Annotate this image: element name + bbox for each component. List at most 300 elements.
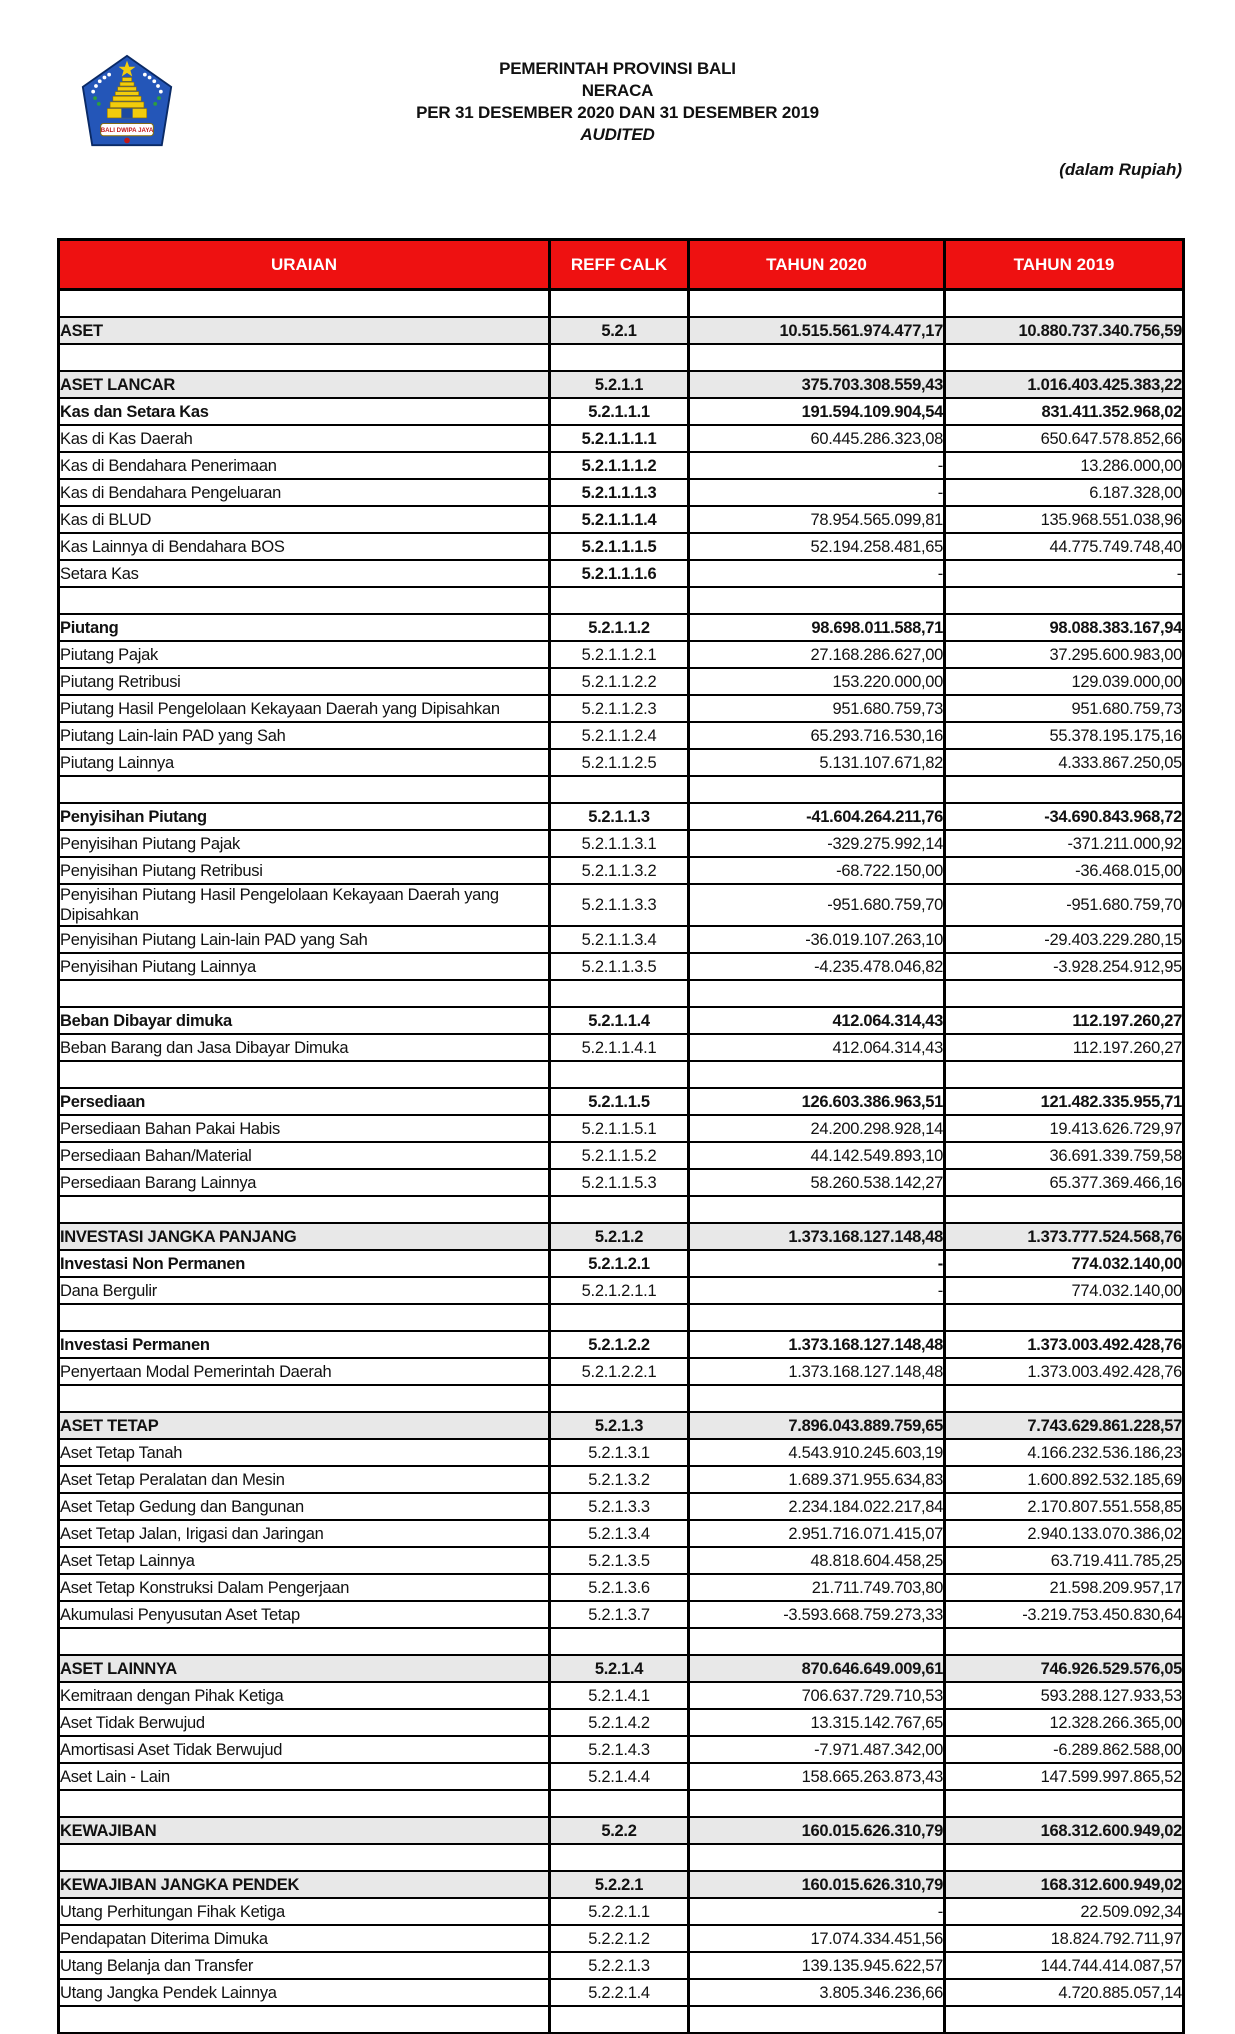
uraian-cell: KEWAJIBAN JANGKA PENDEK — [59, 1871, 550, 1898]
uraian-cell: Aset Tidak Berwujud — [59, 1709, 550, 1736]
table-row — [59, 452, 1184, 479]
uraian-cell: Penyisihan Piutang Lainnya — [59, 953, 550, 980]
table-row — [59, 1898, 1184, 1925]
uraian-cell — [59, 776, 550, 803]
tahun-2020-cell: 78.954.565.099,81 — [689, 506, 945, 533]
table-row — [59, 1331, 1184, 1358]
tahun-2019-cell: 13.286.000,00 — [945, 452, 1184, 479]
reff-calk-cell: 5.2.1.1.1.1 — [550, 425, 689, 452]
reff-calk-cell: 5.2.1.1.3.2 — [550, 857, 689, 884]
table-header-row — [59, 240, 1184, 290]
table-row — [59, 317, 1184, 344]
tahun-2019-cell — [945, 1196, 1184, 1223]
table-row — [59, 1466, 1184, 1493]
tahun-2019-cell: 121.482.335.955,71 — [945, 1088, 1184, 1115]
tahun-2020-cell: -4.235.478.046,82 — [689, 953, 945, 980]
reff-calk-cell: 5.2.1.3 — [550, 1412, 689, 1439]
tahun-2020-cell — [689, 1628, 945, 1655]
uraian-cell: Piutang Lainnya — [59, 749, 550, 776]
tahun-2020-cell: 3.805.346.236,66 — [689, 1979, 945, 2006]
uraian-cell: Aset Tetap Gedung dan Bangunan — [59, 1493, 550, 1520]
tahun-2020-cell: -68.722.150,00 — [689, 857, 945, 884]
spacer-row — [59, 290, 1184, 318]
tahun-2019-cell: 1.600.892.532.185,69 — [945, 1466, 1184, 1493]
tahun-2019-cell: 168.312.600.949,02 — [945, 1871, 1184, 1898]
reff-calk-cell: 5.2.1.1.1 — [550, 398, 689, 425]
reff-calk-cell: 5.2.1.1.5 — [550, 1088, 689, 1115]
tahun-2019-cell — [945, 1844, 1184, 1871]
tahun-2020-cell: 10.515.561.974.477,17 — [689, 317, 945, 344]
uraian-cell: Penyisihan Piutang Lain-lain PAD yang Sah — [59, 926, 550, 953]
table-row — [59, 1520, 1184, 1547]
uraian-cell: ASET — [59, 317, 550, 344]
tahun-2020-cell — [689, 344, 945, 371]
reff-calk-cell — [550, 587, 689, 614]
tahun-2019-cell: 10.880.737.340.756,59 — [945, 317, 1184, 344]
table-row — [59, 1655, 1184, 1682]
table-row — [59, 398, 1184, 425]
table-row — [59, 803, 1184, 830]
tahun-2020-cell: 58.260.538.142,27 — [689, 1169, 945, 1196]
tahun-2019-cell: 1.373.003.492.428,76 — [945, 1331, 1184, 1358]
table-row — [59, 1682, 1184, 1709]
tahun-2019-cell: 650.647.578.852,66 — [945, 425, 1184, 452]
reff-calk-cell: 5.2.1.1 — [550, 371, 689, 398]
table-row — [59, 1007, 1184, 1034]
tahun-2019-cell — [945, 290, 1184, 318]
reff-calk-cell: 5.2.1.3.7 — [550, 1601, 689, 1628]
table-row — [59, 1736, 1184, 1763]
tahun-2019-cell: 19.413.626.729,97 — [945, 1115, 1184, 1142]
tahun-2019-cell: 129.039.000,00 — [945, 668, 1184, 695]
tahun-2019-cell: -951.680.759,70 — [945, 884, 1184, 926]
reff-calk-cell: 5.2.1.1.2.1 — [550, 641, 689, 668]
table-row — [59, 1925, 1184, 1952]
tahun-2020-cell: -7.971.487.342,00 — [689, 1736, 945, 1763]
reff-calk-cell — [550, 2006, 689, 2033]
svg-text:BALI DWIPA JAYA: BALI DWIPA JAYA — [100, 127, 154, 135]
tahun-2020-cell: 65.293.716.530,16 — [689, 722, 945, 749]
tahun-2019-cell: 774.032.140,00 — [945, 1250, 1184, 1277]
table-row — [59, 641, 1184, 668]
reff-calk-cell: 5.2.1.3.3 — [550, 1493, 689, 1520]
uraian-cell — [59, 1628, 550, 1655]
table-row — [59, 926, 1184, 953]
table-row — [59, 1952, 1184, 1979]
uraian-cell: Kas Lainnya di Bendahara BOS — [59, 533, 550, 560]
reff-calk-cell: 5.2.2.1.3 — [550, 1952, 689, 1979]
tahun-2020-cell: -41.604.264.211,76 — [689, 803, 945, 830]
reff-calk-cell: 5.2.1.1.1.2 — [550, 452, 689, 479]
uraian-cell — [59, 980, 550, 1007]
table-row — [59, 1493, 1184, 1520]
reff-calk-cell: 5.2.1.1.1.4 — [550, 506, 689, 533]
reff-calk-cell: 5.2.1.4.1 — [550, 1682, 689, 1709]
spacer-row — [59, 1628, 1184, 1655]
table-row — [59, 1142, 1184, 1169]
tahun-2019-cell: 65.377.369.466,16 — [945, 1169, 1184, 1196]
tahun-2020-cell: 27.168.286.627,00 — [689, 641, 945, 668]
tahun-2020-cell — [689, 1061, 945, 1088]
tahun-2020-cell: 4.543.910.245.603,19 — [689, 1439, 945, 1466]
spacer-row — [59, 1844, 1184, 1871]
tahun-2019-cell: -36.468.015,00 — [945, 857, 1184, 884]
reff-calk-cell: 5.2.1.1.4 — [550, 1007, 689, 1034]
uraian-cell: Persediaan Bahan Pakai Habis — [59, 1115, 550, 1142]
uraian-cell: ASET LANCAR — [59, 371, 550, 398]
uraian-cell: Aset Tetap Peralatan dan Mesin — [59, 1466, 550, 1493]
reff-calk-cell: 5.2.1.1.3.3 — [550, 884, 689, 926]
reff-calk-cell: 5.2.1.2.2.1 — [550, 1358, 689, 1385]
tahun-2019-cell: 36.691.339.759,58 — [945, 1142, 1184, 1169]
reff-calk-cell: 5.2.1.3.5 — [550, 1547, 689, 1574]
reff-calk-cell — [550, 1790, 689, 1817]
table-row — [59, 1601, 1184, 1628]
tahun-2020-cell: 24.200.298.928,14 — [689, 1115, 945, 1142]
tahun-2019-cell: 593.288.127.933,53 — [945, 1682, 1184, 1709]
tahun-2020-cell: 60.445.286.323,08 — [689, 425, 945, 452]
tahun-2019-cell: 2.940.133.070.386,02 — [945, 1520, 1184, 1547]
tahun-2020-cell: 48.818.604.458,25 — [689, 1547, 945, 1574]
uraian-cell: Aset Lain - Lain — [59, 1763, 550, 1790]
tahun-2019-cell: 6.187.328,00 — [945, 479, 1184, 506]
tahun-2020-cell: 160.015.626.310,79 — [689, 1871, 945, 1898]
reff-calk-cell: 5.2.1.1.4.1 — [550, 1034, 689, 1061]
tahun-2019-cell — [945, 1628, 1184, 1655]
uraian-cell: Kemitraan dengan Pihak Ketiga — [59, 1682, 550, 1709]
tahun-2019-cell: -3.219.753.450.830,64 — [945, 1601, 1184, 1628]
table-row — [59, 953, 1184, 980]
tahun-2020-cell: - — [689, 452, 945, 479]
tahun-2020-cell: 191.594.109.904,54 — [689, 398, 945, 425]
tahun-2020-cell: 126.603.386.963,51 — [689, 1088, 945, 1115]
tahun-2020-cell: - — [689, 560, 945, 587]
reff-calk-cell: 5.2.1.2.2 — [550, 1331, 689, 1358]
tahun-2020-cell — [689, 776, 945, 803]
reff-calk-cell: 5.2.1.1.5.2 — [550, 1142, 689, 1169]
reff-calk-cell: 5.2.1.3.1 — [550, 1439, 689, 1466]
reff-calk-cell — [550, 1628, 689, 1655]
uraian-cell: Penyisihan Piutang Pajak — [59, 830, 550, 857]
uraian-cell: Penyertaan Modal Pemerintah Daerah — [59, 1358, 550, 1385]
uraian-cell: Penyisihan Piutang — [59, 803, 550, 830]
tahun-2020-cell: -329.275.992,14 — [689, 830, 945, 857]
reff-calk-cell — [550, 1844, 689, 1871]
reff-calk-cell: 5.2.1.1.5.3 — [550, 1169, 689, 1196]
tahun-2019-cell: - — [945, 560, 1184, 587]
reff-calk-cell: 5.2.1.1.2.4 — [550, 722, 689, 749]
uraian-cell: ASET LAINNYA — [59, 1655, 550, 1682]
tahun-2019-cell: 18.824.792.711,97 — [945, 1925, 1184, 1952]
table-row — [59, 1979, 1184, 2006]
tahun-2020-cell: 153.220.000,00 — [689, 668, 945, 695]
tahun-2019-cell: -3.928.254.912,95 — [945, 953, 1184, 980]
reff-calk-cell: 5.2.1.4.3 — [550, 1736, 689, 1763]
uraian-cell: Aset Tetap Lainnya — [59, 1547, 550, 1574]
uraian-cell: Persediaan Barang Lainnya — [59, 1169, 550, 1196]
uraian-cell: Kas di Kas Daerah — [59, 425, 550, 452]
tahun-2019-cell — [945, 980, 1184, 1007]
table-row — [59, 1277, 1184, 1304]
tahun-2019-cell: 63.719.411.785,25 — [945, 1547, 1184, 1574]
table-row — [59, 1115, 1184, 1142]
reff-calk-cell: 5.2.1.3.4 — [550, 1520, 689, 1547]
reff-calk-cell — [550, 290, 689, 318]
tahun-2020-cell: 1.373.168.127.148,48 — [689, 1331, 945, 1358]
tahun-2020-cell: 158.665.263.873,43 — [689, 1763, 945, 1790]
tahun-2019-cell: -34.690.843.968,72 — [945, 803, 1184, 830]
tahun-2020-cell: - — [689, 1898, 945, 1925]
table-row — [59, 614, 1184, 641]
column-header-tahun-2020: TAHUN 2020 — [689, 240, 945, 290]
table-row — [59, 830, 1184, 857]
tahun-2020-cell: 1.689.371.955.634,83 — [689, 1466, 945, 1493]
title-block — [0, 58, 1235, 146]
table-row — [59, 722, 1184, 749]
reff-calk-cell: 5.2.1.4.4 — [550, 1763, 689, 1790]
tahun-2020-cell: 5.131.107.671,82 — [689, 749, 945, 776]
tahun-2019-cell: 168.312.600.949,02 — [945, 1817, 1184, 1844]
reff-calk-cell: 5.2.1.4.2 — [550, 1709, 689, 1736]
tahun-2019-cell: 951.680.759,73 — [945, 695, 1184, 722]
table-row — [59, 1358, 1184, 1385]
tahun-2019-cell: 22.509.092,34 — [945, 1898, 1184, 1925]
reff-calk-cell: 5.2.2.1.2 — [550, 1925, 689, 1952]
tahun-2020-cell: 870.646.649.009,61 — [689, 1655, 945, 1682]
tahun-2019-cell — [945, 344, 1184, 371]
tahun-2019-cell: -371.211.000,92 — [945, 830, 1184, 857]
spacer-row — [59, 1385, 1184, 1412]
tahun-2019-cell: -29.403.229.280,15 — [945, 926, 1184, 953]
table-row — [59, 425, 1184, 452]
uraian-cell: Akumulasi Penyusutan Aset Tetap — [59, 1601, 550, 1628]
tahun-2020-cell: 17.074.334.451,56 — [689, 1925, 945, 1952]
tahun-2020-cell: 98.698.011.588,71 — [689, 614, 945, 641]
table-row — [59, 749, 1184, 776]
tahun-2020-cell: 21.711.749.703,80 — [689, 1574, 945, 1601]
tahun-2020-cell — [689, 1385, 945, 1412]
uraian-cell: INVESTASI JANGKA PANJANG — [59, 1223, 550, 1250]
tahun-2019-cell — [945, 2006, 1184, 2033]
uraian-cell: Piutang Hasil Pengelolaan Kekayaan Daerah yang Dipisahkan — [59, 695, 550, 722]
tahun-2020-cell: 160.015.626.310,79 — [689, 1817, 945, 1844]
spacer-row — [59, 2006, 1184, 2033]
tahun-2019-cell: 98.088.383.167,94 — [945, 614, 1184, 641]
uraian-cell — [59, 1790, 550, 1817]
tahun-2020-cell — [689, 1790, 945, 1817]
reff-calk-cell: 5.2.1.2.1 — [550, 1250, 689, 1277]
tahun-2019-cell — [945, 1304, 1184, 1331]
tahun-2020-cell — [689, 980, 945, 1007]
currency-note: (dalam Rupiah) — [1059, 160, 1182, 179]
uraian-cell: Setara Kas — [59, 560, 550, 587]
reff-calk-cell: 5.2.1.1.5.1 — [550, 1115, 689, 1142]
uraian-cell: Amortisasi Aset Tidak Berwujud — [59, 1736, 550, 1763]
uraian-cell: Piutang Retribusi — [59, 668, 550, 695]
spacer-row — [59, 776, 1184, 803]
reff-calk-cell: 5.2.1.1.3 — [550, 803, 689, 830]
tahun-2020-cell: 44.142.549.893,10 — [689, 1142, 945, 1169]
column-header-reff-calk: REFF CALK — [550, 240, 689, 290]
tahun-2019-cell — [945, 1061, 1184, 1088]
uraian-cell: Piutang — [59, 614, 550, 641]
table-row — [59, 1547, 1184, 1574]
reff-calk-cell: 5.2.1.3.2 — [550, 1466, 689, 1493]
uraian-cell: Penyisihan Piutang Retribusi — [59, 857, 550, 884]
uraian-cell: Investasi Permanen — [59, 1331, 550, 1358]
table-row — [59, 560, 1184, 587]
spacer-row — [59, 1304, 1184, 1331]
tahun-2020-cell: 7.896.043.889.759,65 — [689, 1412, 945, 1439]
spacer-row — [59, 1196, 1184, 1223]
reff-calk-cell — [550, 1061, 689, 1088]
spacer-row — [59, 587, 1184, 614]
tahun-2019-cell — [945, 1385, 1184, 1412]
tahun-2020-cell: 1.373.168.127.148,48 — [689, 1223, 945, 1250]
reff-calk-cell: 5.2.1.1.2.5 — [550, 749, 689, 776]
uraian-cell: Kas di Bendahara Pengeluaran — [59, 479, 550, 506]
uraian-cell: Piutang Lain-lain PAD yang Sah — [59, 722, 550, 749]
tahun-2020-cell: 375.703.308.559,43 — [689, 371, 945, 398]
uraian-cell: Aset Tetap Tanah — [59, 1439, 550, 1466]
tahun-2020-cell — [689, 1844, 945, 1871]
column-header-uraian: URAIAN — [59, 240, 550, 290]
tahun-2020-cell — [689, 2006, 945, 2033]
reff-calk-cell: 5.2.1.3.6 — [550, 1574, 689, 1601]
reff-calk-cell — [550, 344, 689, 371]
reff-calk-cell: 5.2.2.1 — [550, 1871, 689, 1898]
uraian-cell: Beban Barang dan Jasa Dibayar Dimuka — [59, 1034, 550, 1061]
spacer-row — [59, 1061, 1184, 1088]
tahun-2020-cell — [689, 1196, 945, 1223]
tahun-2019-cell: 21.598.209.957,17 — [945, 1574, 1184, 1601]
reff-calk-cell: 5.2.1.1.1.6 — [550, 560, 689, 587]
tahun-2020-cell — [689, 587, 945, 614]
table-row — [59, 371, 1184, 398]
table-row — [59, 1871, 1184, 1898]
tahun-2020-cell: - — [689, 1250, 945, 1277]
tahun-2019-cell: 135.968.551.038,96 — [945, 506, 1184, 533]
table-row — [59, 1439, 1184, 1466]
reff-calk-cell: 5.2.2.1.1 — [550, 1898, 689, 1925]
tahun-2019-cell: 55.378.195.175,16 — [945, 722, 1184, 749]
tahun-2019-cell: 4.333.867.250,05 — [945, 749, 1184, 776]
tahun-2020-cell: 139.135.945.622,57 — [689, 1952, 945, 1979]
org-title: PEMERINTAH PROVINSI BALI — [499, 59, 736, 78]
tahun-2020-cell: 412.064.314,43 — [689, 1034, 945, 1061]
uraian-cell — [59, 1304, 550, 1331]
tahun-2020-cell: 706.637.729.710,53 — [689, 1682, 945, 1709]
spacer-row — [59, 1790, 1184, 1817]
tahun-2019-cell: 1.373.003.492.428,76 — [945, 1358, 1184, 1385]
reff-calk-cell: 5.2.1.1.2 — [550, 614, 689, 641]
uraian-cell: Aset Tetap Konstruksi Dalam Pengerjaan — [59, 1574, 550, 1601]
reff-calk-cell: 5.2.1.2 — [550, 1223, 689, 1250]
uraian-cell: Kas dan Setara Kas — [59, 398, 550, 425]
reff-calk-cell: 5.2.2.1.4 — [550, 1979, 689, 2006]
audited-label: AUDITED — [580, 125, 655, 144]
tahun-2019-cell — [945, 587, 1184, 614]
uraian-cell — [59, 1844, 550, 1871]
reff-calk-cell: 5.2.1.1.1.3 — [550, 479, 689, 506]
tahun-2020-cell — [689, 1304, 945, 1331]
tahun-2019-cell: 1.016.403.425.383,22 — [945, 371, 1184, 398]
tahun-2020-cell: 2.234.184.022.217,84 — [689, 1493, 945, 1520]
tahun-2019-cell: 37.295.600.983,00 — [945, 641, 1184, 668]
table-row — [59, 1034, 1184, 1061]
table-row — [59, 1817, 1184, 1844]
tahun-2020-cell: 2.951.716.071.415,07 — [689, 1520, 945, 1547]
table-row — [59, 1223, 1184, 1250]
tahun-2019-cell: 147.599.997.865,52 — [945, 1763, 1184, 1790]
table-row — [59, 695, 1184, 722]
tahun-2019-cell: 1.373.777.524.568,76 — [945, 1223, 1184, 1250]
tahun-2019-cell: 774.032.140,00 — [945, 1277, 1184, 1304]
table-row — [59, 1412, 1184, 1439]
uraian-cell: Investasi Non Permanen — [59, 1250, 550, 1277]
uraian-cell: Aset Tetap Jalan, Irigasi dan Jaringan — [59, 1520, 550, 1547]
uraian-cell — [59, 587, 550, 614]
uraian-cell — [59, 290, 550, 318]
reff-calk-cell: 5.2.1.4 — [550, 1655, 689, 1682]
spacer-row — [59, 344, 1184, 371]
tahun-2019-cell: 12.328.266.365,00 — [945, 1709, 1184, 1736]
tahun-2019-cell: -6.289.862.588,00 — [945, 1736, 1184, 1763]
uraian-cell — [59, 2006, 550, 2033]
tahun-2020-cell — [689, 290, 945, 318]
spacer-row — [59, 980, 1184, 1007]
tahun-2019-cell — [945, 1790, 1184, 1817]
column-header-tahun-2019: TAHUN 2019 — [945, 240, 1184, 290]
tahun-2020-cell: 52.194.258.481,65 — [689, 533, 945, 560]
tahun-2019-cell: 746.926.529.576,05 — [945, 1655, 1184, 1682]
table-row — [59, 533, 1184, 560]
uraian-cell: Kas di BLUD — [59, 506, 550, 533]
reff-calk-cell: 5.2.1.1.3.4 — [550, 926, 689, 953]
period-title: PER 31 DESEMBER 2020 DAN 31 DESEMBER 2019 — [416, 103, 819, 122]
table-row — [59, 857, 1184, 884]
reff-calk-cell — [550, 776, 689, 803]
table-row — [59, 1169, 1184, 1196]
tahun-2019-cell: 144.744.414.087,57 — [945, 1952, 1184, 1979]
table-row — [59, 479, 1184, 506]
reff-calk-cell: 5.2.1.1.1.5 — [550, 533, 689, 560]
reff-calk-cell: 5.2.1.1.2.2 — [550, 668, 689, 695]
tahun-2019-cell: 2.170.807.551.558,85 — [945, 1493, 1184, 1520]
table-row — [59, 668, 1184, 695]
tahun-2020-cell: 412.064.314,43 — [689, 1007, 945, 1034]
reff-calk-cell: 5.2.1.2.1.1 — [550, 1277, 689, 1304]
uraian-cell: Kas di Bendahara Penerimaan — [59, 452, 550, 479]
tahun-2019-cell: 112.197.260,27 — [945, 1007, 1184, 1034]
tahun-2019-cell — [945, 776, 1184, 803]
tahun-2019-cell: 44.775.749.748,40 — [945, 533, 1184, 560]
uraian-cell — [59, 344, 550, 371]
uraian-cell: KEWAJIBAN — [59, 1817, 550, 1844]
reff-calk-cell: 5.2.1 — [550, 317, 689, 344]
tahun-2020-cell: - — [689, 479, 945, 506]
reff-calk-cell — [550, 1385, 689, 1412]
uraian-cell: Dana Bergulir — [59, 1277, 550, 1304]
uraian-cell: Utang Belanja dan Transfer — [59, 1952, 550, 1979]
uraian-cell: Persediaan Bahan/Material — [59, 1142, 550, 1169]
uraian-cell: Piutang Pajak — [59, 641, 550, 668]
reff-calk-cell — [550, 1304, 689, 1331]
neraca-table — [57, 238, 1185, 2034]
table-row — [59, 1763, 1184, 1790]
tahun-2019-cell: 7.743.629.861.228,57 — [945, 1412, 1184, 1439]
reff-calk-cell: 5.2.1.1.2.3 — [550, 695, 689, 722]
